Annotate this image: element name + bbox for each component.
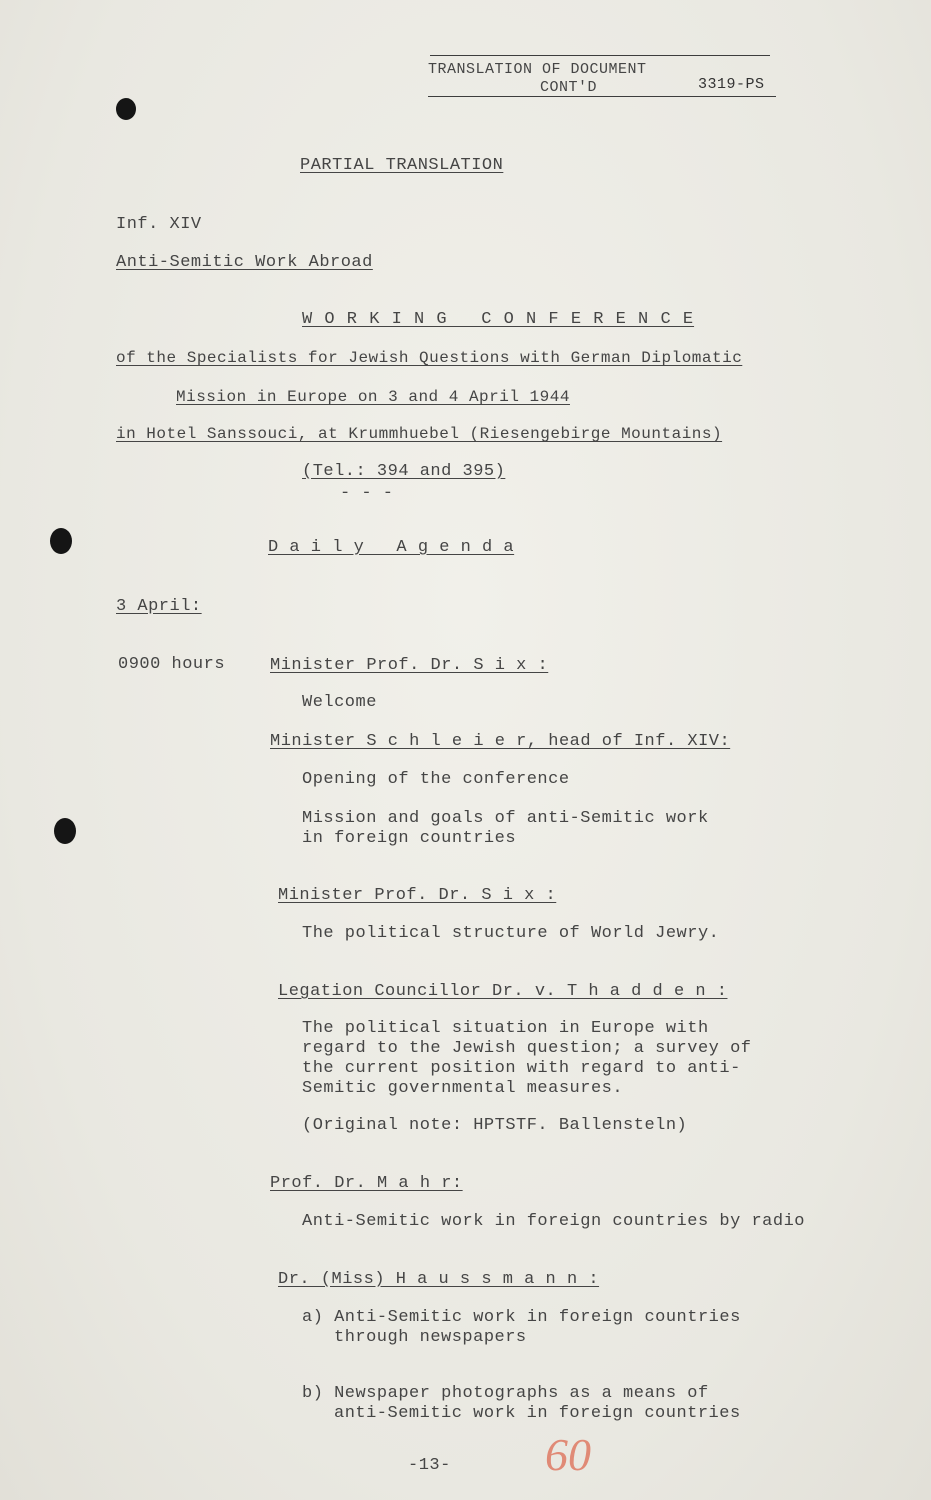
conference-line-2: Mission in Europe on 3 and 4 April 1944 [176, 388, 570, 406]
topic-photographs-line-1: b) Newspaper photographs as a means of [302, 1384, 709, 1403]
topic-photographs-line-2: anti-Semitic work in foreign countries [334, 1404, 741, 1423]
page-title: PARTIAL TRANSLATION [300, 156, 504, 175]
separator-dashes: - - - [340, 484, 394, 503]
conference-line-3: in Hotel Sanssouci, at Krummhuebel (Riesengebirge Mountains) [116, 425, 723, 443]
punch-hole-top [116, 98, 136, 120]
topic-radio: Anti-Semitic work in foreign countries by radio [302, 1212, 805, 1231]
header-rule-bottom [428, 96, 776, 97]
speaker-six-1: Minister Prof. Dr. S i x : [270, 656, 549, 675]
conference-phone: (Tel.: 394 and 395) [302, 462, 506, 481]
agenda-heading: D a i l y A g e n d a [268, 538, 515, 557]
header-line-2: CONT'D [540, 79, 598, 96]
department-label: Inf. XIV [116, 215, 202, 234]
header-rule-top [430, 55, 770, 56]
speaker-schleier: Minister S c h l e i e r, head of Inf. XIV: [270, 732, 731, 751]
handwritten-page-number: 60 [545, 1429, 591, 1480]
punch-hole-lower [54, 818, 76, 844]
topic-situation-line-2: regard to the Jewish question; a survey of [302, 1039, 752, 1058]
page-number: -13- [408, 1456, 451, 1475]
topic-mission-line-2: in foreign countries [302, 829, 517, 848]
conference-line-1: of the Specialists for Jewish Questions with German Diplomatic [116, 349, 743, 367]
topic-opening: Opening of the conference [302, 770, 570, 789]
topic-situation-line-1: The political situation in Europe with [302, 1019, 709, 1038]
speaker-six-2: Minister Prof. Dr. S i x : [278, 886, 557, 905]
speaker-haussmann: Dr. (Miss) H a u s s m a n n : [278, 1270, 600, 1289]
topic-mission-line-1: Mission and goals of anti-Semitic work [302, 809, 709, 828]
punch-hole-middle [50, 528, 72, 554]
topic-welcome: Welcome [302, 693, 377, 712]
agenda-date: 3 April: [116, 597, 202, 616]
conference-heading: W O R K I N G C O N F E R E N C E [302, 310, 695, 329]
document-number: 3319-PS [698, 76, 765, 93]
agenda-time: 0900 hours [118, 655, 226, 674]
topic-newspapers-line-1: a) Anti-Semitic work in foreign countries [302, 1308, 741, 1327]
speaker-thadden: Legation Councillor Dr. v. T h a d d e n : [278, 982, 728, 1001]
subtitle: Anti-Semitic Work Abroad [116, 253, 373, 272]
topic-situation-line-3: the current position with regard to anti- [302, 1059, 741, 1078]
original-note: (Original note: HPTSTF. Ballensteln) [302, 1116, 688, 1135]
topic-newspapers-line-2: through newspapers [334, 1328, 527, 1347]
topic-situation-line-4: Semitic governmental measures. [302, 1079, 624, 1098]
speaker-mahr: Prof. Dr. M a h r: [270, 1174, 463, 1193]
topic-political-structure: The political structure of World Jewry. [302, 924, 720, 943]
header-line-1: TRANSLATION OF DOCUMENT [428, 61, 647, 78]
